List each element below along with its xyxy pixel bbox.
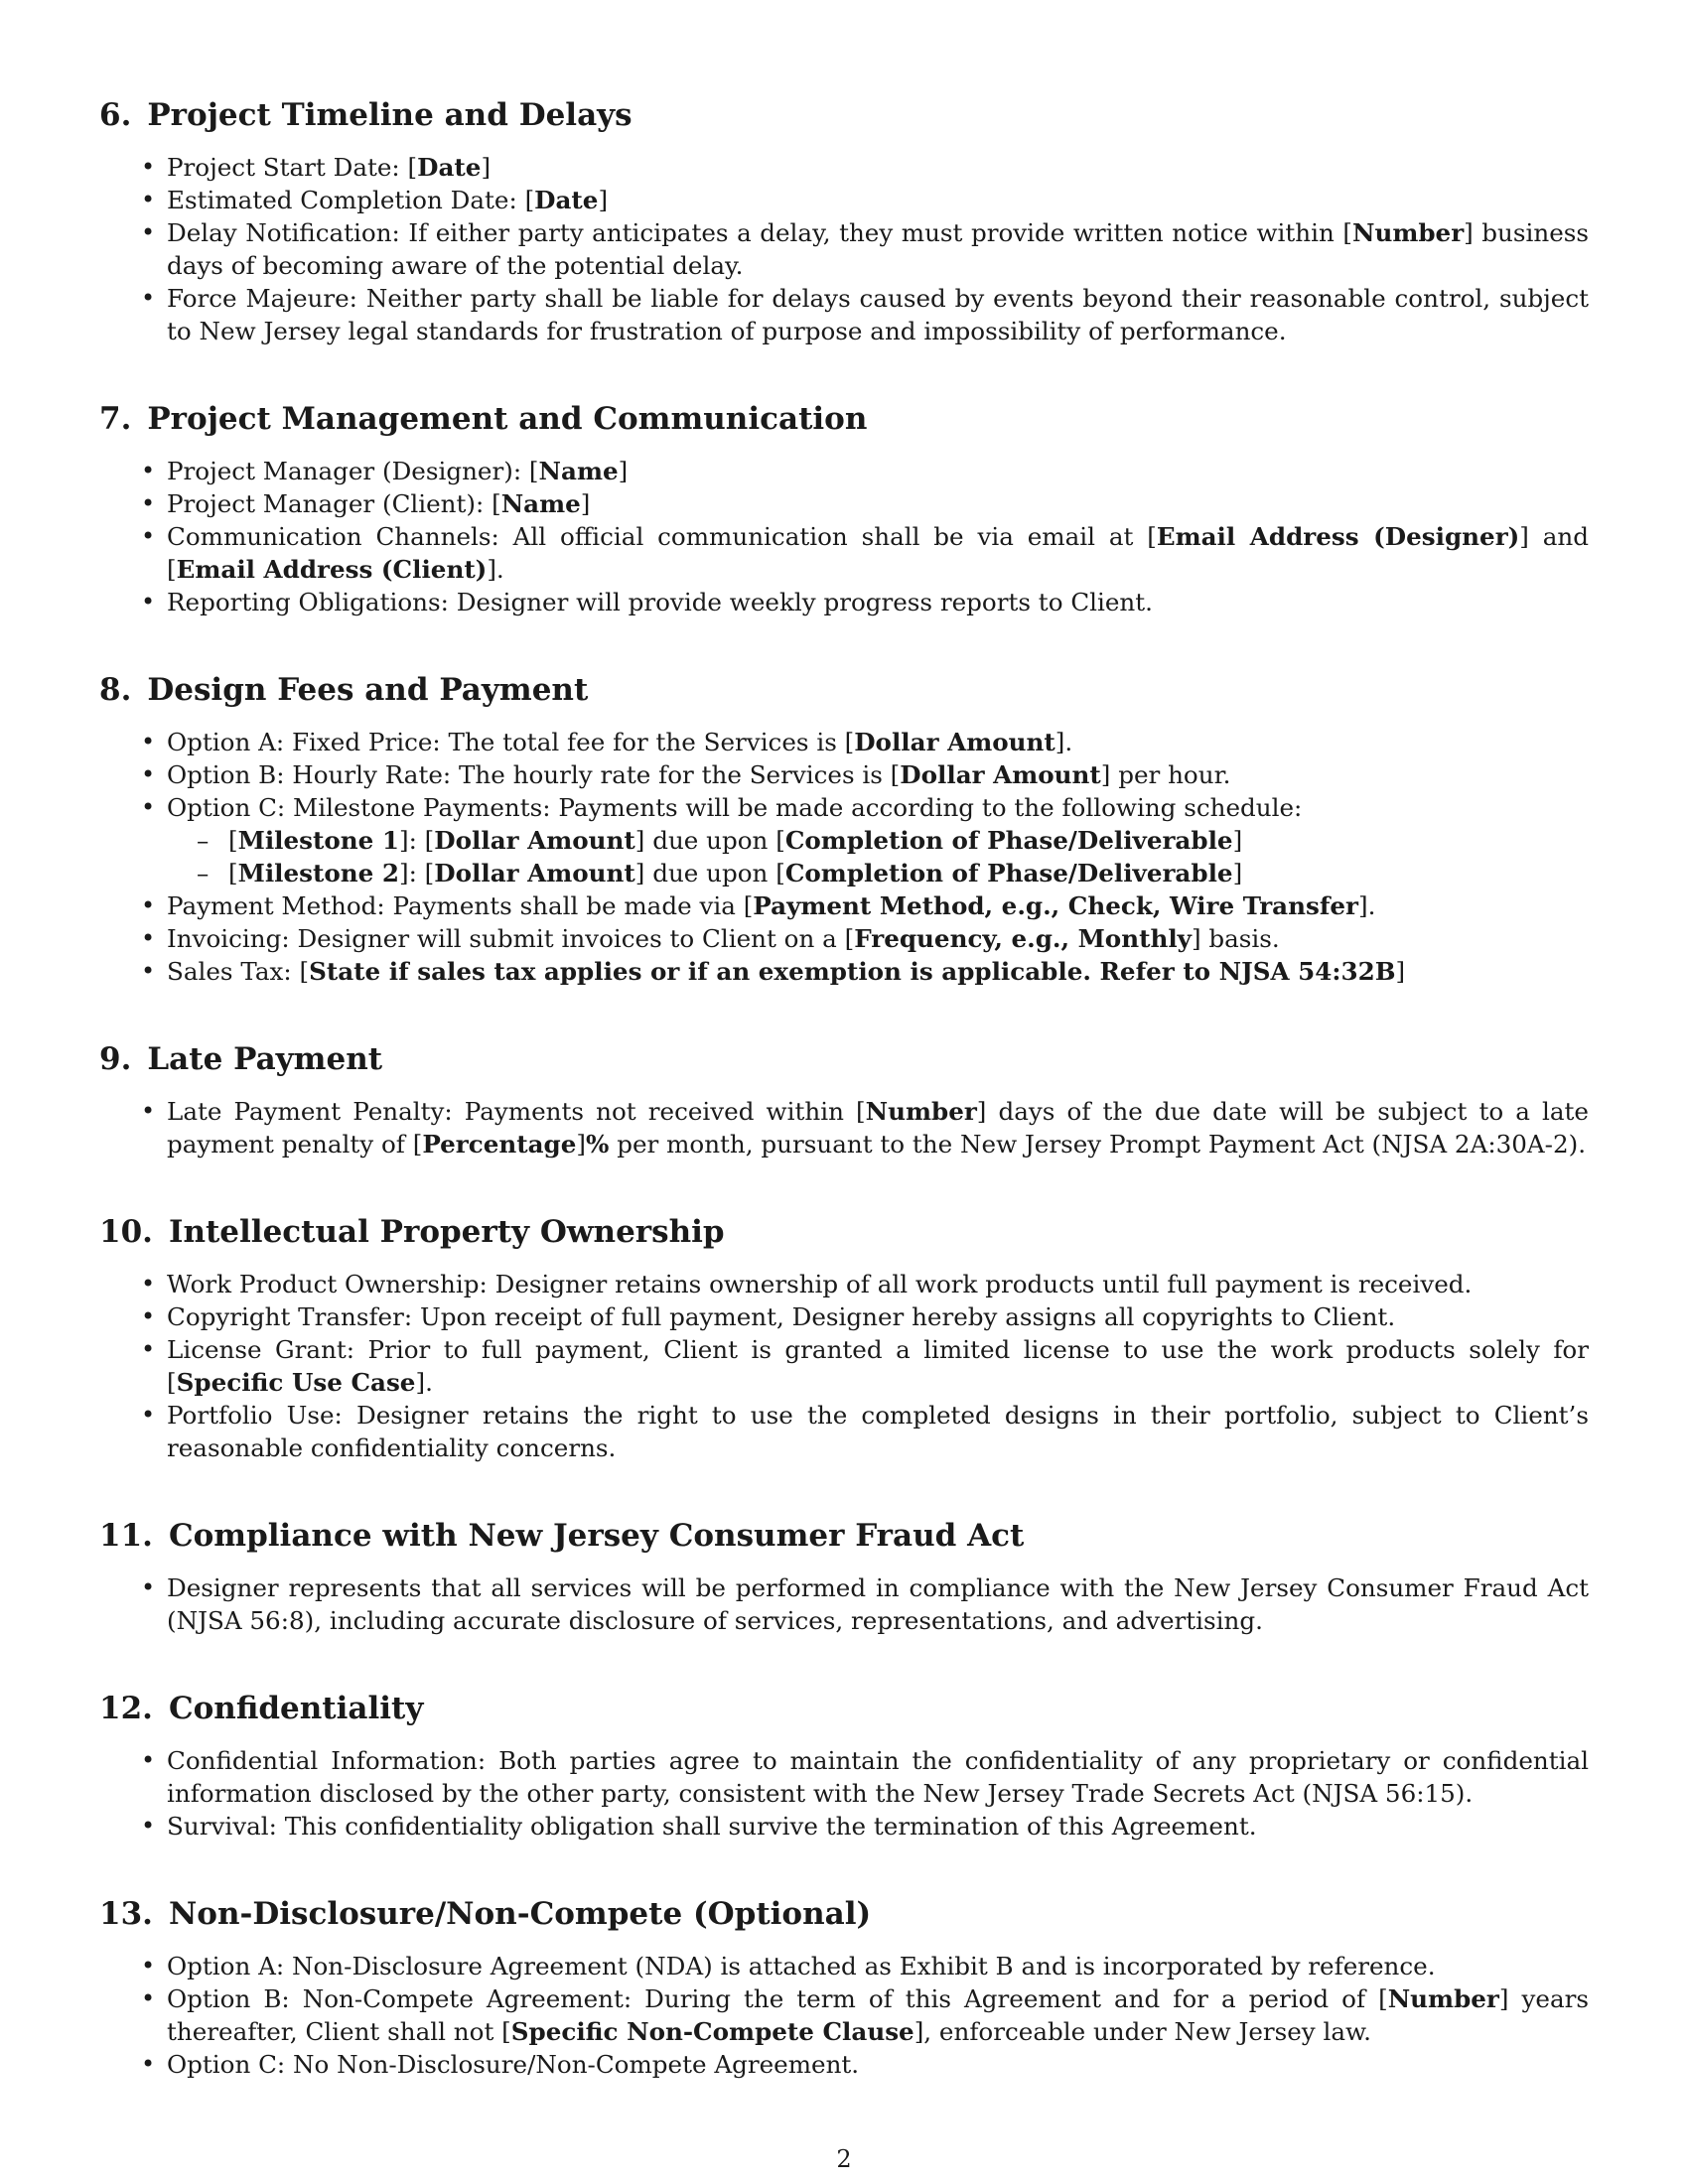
text-run: Reporting Obligations: Designer will provide weekly progress reports to Client. bbox=[167, 588, 1153, 616]
text-run: ] bbox=[576, 1130, 587, 1159]
section-number: 9. bbox=[99, 1041, 132, 1077]
placeholder-field: Number bbox=[1351, 218, 1465, 247]
list-item bbox=[99, 1810, 1589, 1843]
sub-list-item bbox=[167, 857, 1589, 889]
text-run: [ bbox=[524, 186, 535, 214]
placeholder-field: Number bbox=[1387, 1984, 1499, 2013]
text-run: ] bbox=[598, 186, 609, 214]
sub-list bbox=[167, 824, 1589, 889]
section-heading bbox=[99, 1894, 1589, 1934]
placeholder-field: Payment Method, e.g., Check, Wire Transfer bbox=[753, 891, 1359, 920]
text-run: ] bbox=[481, 153, 492, 182]
list-item bbox=[99, 1744, 1589, 1810]
text-run: Option A: Non-Disclosure Agreement (NDA) is attached as Exhibit B and is incorporated by reference. bbox=[167, 1952, 1436, 1980]
text-run: ]. bbox=[1358, 891, 1376, 920]
section-13 bbox=[99, 1894, 1589, 2081]
placeholder-field: Dollar Amount bbox=[434, 826, 635, 855]
text-run: ]: [ bbox=[398, 826, 435, 855]
list-item bbox=[99, 1950, 1589, 1982]
placeholder-field: Number bbox=[865, 1097, 977, 1126]
section-heading bbox=[99, 1212, 1589, 1252]
placeholder-field: Percentage bbox=[422, 1130, 577, 1159]
text-run: Option B: Non-Compete Agreement: During the term of this Agreement and for a period of [ bbox=[167, 1984, 1388, 2013]
text-run: Option C: Milestone Payments: Payments will be made according to the following schedule: bbox=[167, 793, 1303, 822]
sub-list-item bbox=[167, 824, 1589, 857]
list-item bbox=[99, 455, 1589, 487]
text-run: Survival: This confidentiality obligation shall survive the termination of this Agreement. bbox=[167, 1812, 1257, 1841]
section-number: 6. bbox=[99, 97, 132, 133]
placeholder-field: Email Address (Client) bbox=[176, 555, 488, 584]
placeholder-field: Dollar Amount bbox=[900, 760, 1101, 789]
text-run: ] bbox=[580, 489, 591, 518]
bullet-list bbox=[99, 1571, 1589, 1637]
bullet-list bbox=[99, 1950, 1589, 2081]
section-8 bbox=[99, 670, 1589, 988]
placeholder-field: Email Address (Designer) bbox=[1156, 522, 1520, 551]
placeholder-field: Frequency, e.g., Monthly bbox=[854, 924, 1192, 953]
section-number: 12. bbox=[99, 1691, 153, 1726]
placeholder-field: Completion of Phase/Deliverable bbox=[784, 859, 1233, 887]
text-run: ] bbox=[1232, 826, 1243, 855]
text-run: ] bbox=[1232, 859, 1243, 887]
list-item bbox=[99, 758, 1589, 791]
text-run: ]: [ bbox=[398, 859, 435, 887]
list-item bbox=[99, 520, 1589, 586]
list-item bbox=[99, 1300, 1589, 1333]
list-item bbox=[99, 1333, 1589, 1399]
text-run: ] bbox=[1395, 957, 1406, 986]
text-run: [ bbox=[407, 153, 418, 182]
list-item bbox=[99, 216, 1589, 282]
placeholder-field: Name bbox=[500, 489, 581, 518]
document-body bbox=[99, 95, 1589, 2132]
text-run: Option B: Hourly Rate: The hourly rate for the Services is [ bbox=[167, 760, 901, 789]
text-run: ] days of the due date will be subject to a late payment penalty of [ bbox=[167, 1097, 1589, 1159]
text-run: ] business days of becoming aware of the potential delay. bbox=[167, 218, 1589, 280]
placeholder-field: Date bbox=[417, 153, 482, 182]
section-heading bbox=[99, 1516, 1589, 1556]
text-run: Option C: No Non-Disclosure/Non-Compete Agreement. bbox=[167, 2050, 860, 2079]
text-run: Estimated Completion Date: bbox=[167, 186, 525, 214]
section-heading bbox=[99, 670, 1589, 710]
text-run: Invoicing: Designer will submit invoices to Client on a [ bbox=[167, 924, 855, 953]
page-number: 2 bbox=[836, 2145, 852, 2173]
bullet-list bbox=[99, 1095, 1589, 1160]
text-run: ], enforceable under New Jersey law. bbox=[914, 2017, 1371, 2046]
list-item bbox=[99, 184, 1589, 216]
list-item bbox=[99, 1571, 1589, 1637]
section-10 bbox=[99, 1212, 1589, 1464]
text-run: ] due upon [ bbox=[634, 826, 785, 855]
text-run: Portfolio Use: Designer retains the right to use the completed designs in their portfolio, subject to Client’s reasonable confidentiality concerns. bbox=[167, 1401, 1589, 1462]
placeholder-field: Milestone 1 bbox=[237, 826, 399, 855]
section-title: Project Timeline and Delays bbox=[147, 97, 633, 133]
placeholder-field: Date bbox=[534, 186, 599, 214]
section-title: Non-Disclosure/Non-Compete (Optional) bbox=[168, 1896, 872, 1932]
bullet-list bbox=[99, 455, 1589, 618]
list-item bbox=[99, 1982, 1589, 2048]
text-run: Work Product Ownership: Designer retains ownership of all work products until full payment is received. bbox=[167, 1270, 1473, 1298]
section-number: 7. bbox=[99, 401, 132, 437]
list-item bbox=[99, 151, 1589, 184]
text-run: Option A: Fixed Price: The total fee for the Services is [ bbox=[167, 728, 855, 756]
text-run: Payment Method: Payments shall be made via [ bbox=[167, 891, 754, 920]
section-number: 13. bbox=[99, 1896, 153, 1932]
list-item bbox=[99, 955, 1589, 988]
section-title: Late Payment bbox=[147, 1041, 383, 1077]
placeholder-field: Name bbox=[538, 457, 619, 485]
list-item bbox=[99, 1268, 1589, 1300]
section-title: Compliance with New Jersey Consumer Fraud Act bbox=[168, 1518, 1025, 1554]
section-12 bbox=[99, 1689, 1589, 1843]
section-9 bbox=[99, 1039, 1589, 1160]
text-run: ] years thereafter, Client shall not [ bbox=[167, 1984, 1589, 2046]
list-item bbox=[99, 1399, 1589, 1464]
text-run: Confidential Information: Both parties agree to maintain the confidentiality of any proprietary or confidential information disclosed by the other party, consistent with the New Jersey Trade Secrets Act (NJSA 56:15). bbox=[167, 1746, 1589, 1808]
text-run: ]. bbox=[415, 1368, 433, 1397]
list-item bbox=[99, 726, 1589, 758]
placeholder-field: Specific Non-Compete Clause bbox=[510, 2017, 914, 2046]
text-run: Project Manager (Designer): [ bbox=[167, 457, 539, 485]
list-item bbox=[99, 487, 1589, 520]
placeholder-field: Milestone 2 bbox=[237, 859, 399, 887]
text-run: Delay Notification: If either party anticipates a delay, they must provide written notice within [ bbox=[167, 218, 1352, 247]
list-item bbox=[99, 586, 1589, 618]
section-title: Intellectual Property Ownership bbox=[168, 1214, 725, 1250]
section-6 bbox=[99, 95, 1589, 347]
section-number: 8. bbox=[99, 672, 132, 708]
section-number: 11. bbox=[99, 1518, 153, 1554]
placeholder-field: Specific Use Case bbox=[176, 1368, 416, 1397]
list-item bbox=[99, 922, 1589, 955]
text-run: per month, pursuant to the New Jersey Prompt Payment Act (NJSA 2A:30A-2). bbox=[609, 1130, 1587, 1159]
text-run: Late Payment Penalty: Payments not received within [ bbox=[167, 1097, 866, 1126]
placeholder-field: Dollar Amount bbox=[434, 859, 635, 887]
list-item bbox=[99, 282, 1589, 347]
list-item bbox=[99, 1095, 1589, 1160]
section-title: Design Fees and Payment bbox=[147, 672, 589, 708]
section-title: Project Management and Communication bbox=[147, 401, 868, 437]
text-run: ] and [ bbox=[167, 522, 1589, 584]
text-run: ] bbox=[618, 457, 629, 485]
text-run: Communication Channels: All official communication shall be via email at [ bbox=[167, 522, 1157, 551]
placeholder-field: State if sales tax applies or if an exemption is applicable. Refer to NJSA 54:32B bbox=[309, 957, 1396, 986]
list-item bbox=[99, 791, 1589, 889]
text-run: [ bbox=[228, 826, 238, 855]
placeholder-field: Dollar Amount bbox=[854, 728, 1055, 756]
text-run: Project Start Date: bbox=[167, 153, 408, 182]
bullet-list bbox=[99, 1744, 1589, 1843]
bullet-list bbox=[99, 151, 1589, 347]
list-item bbox=[99, 2048, 1589, 2081]
section-7 bbox=[99, 399, 1589, 618]
text-run: Project Manager (Client): [ bbox=[167, 489, 501, 518]
section-number: 10. bbox=[99, 1214, 153, 1250]
text-run: Force Majeure: Neither party shall be liable for delays caused by events beyond their reasonable control, subject to New Jersey legal standards for frustration of purpose and impossibility of performance. bbox=[167, 284, 1589, 345]
text-run: License Grant: Prior to full payment, Client is granted a limited license to use the work products solely for [ bbox=[167, 1335, 1589, 1397]
text-run: ] per hour. bbox=[1100, 760, 1231, 789]
list-item bbox=[99, 889, 1589, 922]
text-run: ]. bbox=[487, 555, 504, 584]
section-heading bbox=[99, 399, 1589, 439]
text-run: ] basis. bbox=[1191, 924, 1280, 953]
section-heading bbox=[99, 1689, 1589, 1728]
section-heading bbox=[99, 1039, 1589, 1079]
text-run: Sales Tax: [ bbox=[167, 957, 310, 986]
section-11 bbox=[99, 1516, 1589, 1637]
placeholder-field: % bbox=[586, 1130, 610, 1159]
text-run: [ bbox=[228, 859, 238, 887]
bullet-list bbox=[99, 726, 1589, 988]
section-heading bbox=[99, 95, 1589, 135]
text-run: Copyright Transfer: Upon receipt of full payment, Designer hereby assigns all copyrights to Client. bbox=[167, 1302, 1396, 1331]
text-run: ] due upon [ bbox=[634, 859, 785, 887]
bullet-list bbox=[99, 1268, 1589, 1464]
placeholder-field: Completion of Phase/Deliverable bbox=[784, 826, 1233, 855]
text-run: Designer represents that all services will be performed in compliance with the New Jersey Consumer Fraud Act (NJSA 56:8), including accurate disclosure of services, representations, and advertising. bbox=[167, 1573, 1589, 1635]
section-title: Confidentiality bbox=[168, 1691, 424, 1726]
text-run: ]. bbox=[1055, 728, 1073, 756]
